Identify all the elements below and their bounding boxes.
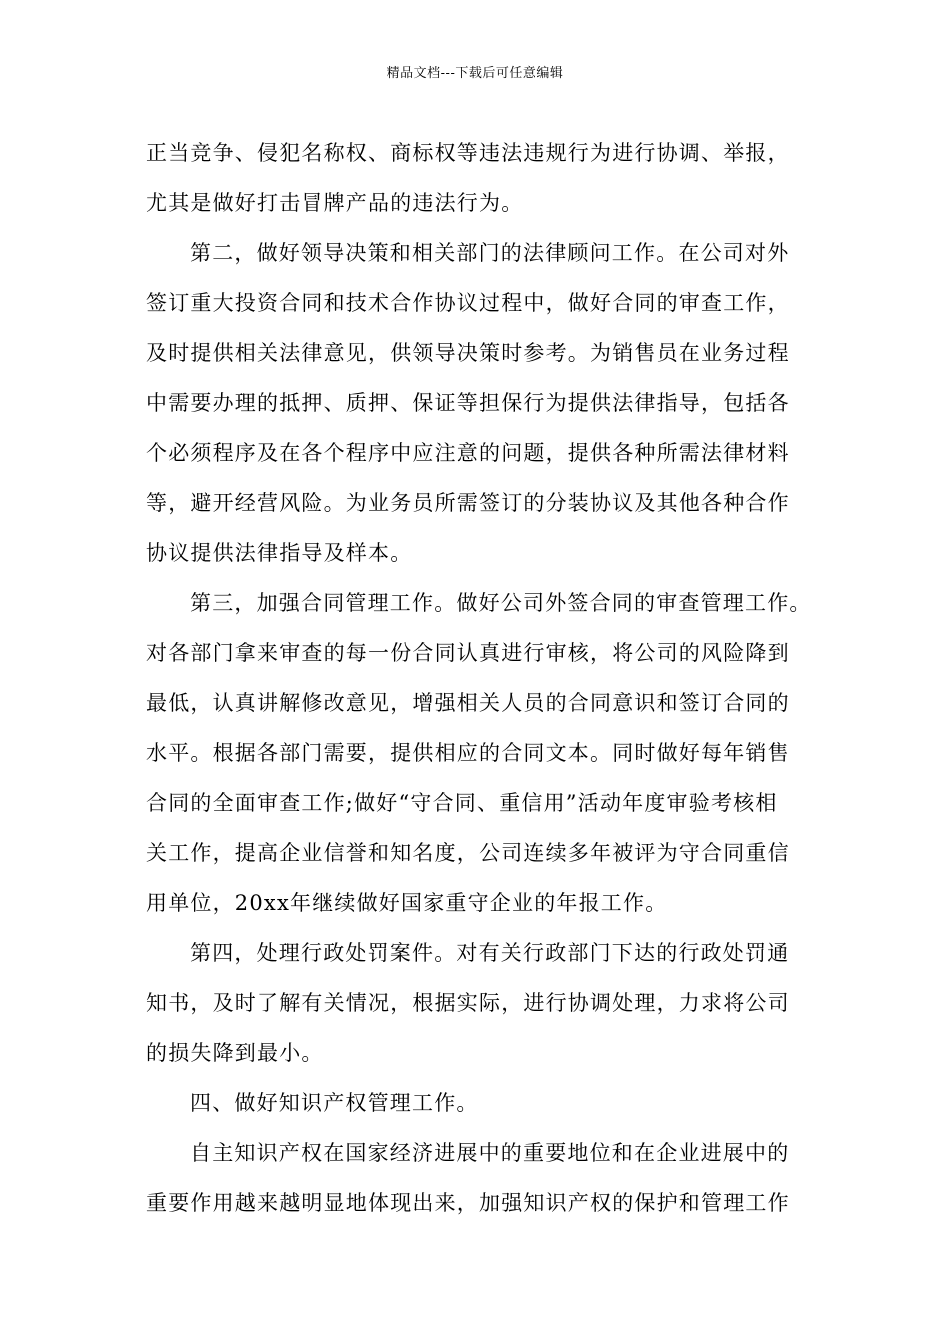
text-line: 对各部门拿来审查的每一份合同认真进行审核，将公司的风险降到: [146, 641, 790, 665]
text-line: 的损失降到最小。: [146, 1041, 324, 1065]
text-line: 协议提供法律指导及样本。: [146, 541, 413, 565]
text-line: 尤其是做好打击冒牌产品的违法行为。: [146, 191, 524, 215]
text-line: 关工作，提高企业信誉和知名度，公司连续多年被评为守合同重信: [146, 841, 790, 865]
text-line: 合同的全面审查工作;做好“守合同、重信用”活动年度审验考核相: [146, 791, 778, 815]
document-body: [146, 128, 826, 1228]
text-line: 自主知识产权在国家经济进展中的重要地位和在企业进展中的: [190, 1141, 790, 1165]
text-line: 四、做好知识产权管理工作。: [190, 1091, 479, 1115]
text-line: 水平。根据各部门需要，提供相应的合同文本。同时做好每年销售: [146, 741, 790, 765]
text-line: 最低，认真讲解修改意见，增强相关人员的合同意识和签订合同的: [146, 691, 790, 715]
text-line: 第二，做好领导决策和相关部门的法律顾问工作。在公司对外: [190, 241, 790, 265]
text-line: 第四，处理行政处罚案件。对有关行政部门下达的行政处罚通: [190, 941, 790, 965]
text-line: 正当竞争、侵犯名称权、商标权等违法违规行为进行协调、举报，: [146, 141, 790, 165]
text-line: 中需要办理的抵押、质押、保证等担保行为提供法律指导，包括各: [146, 391, 790, 415]
text-line: 签订重大投资合同和技术合作协议过程中，做好合同的审查工作，: [146, 291, 790, 315]
text-line: 等，避开经营风险。为业务员所需签订的分装协议及其他各种合作: [146, 491, 790, 515]
text-line: 个必须程序及在各个程序中应注意的问题，提供各种所需法律材料: [146, 441, 790, 465]
text-line: 重要作用越来越明显地体现出来，加强知识产权的保护和管理工作: [146, 1191, 790, 1215]
text-line: 及时提供相关法律意见，供领导决策时参考。为销售员在业务过程: [146, 341, 790, 365]
text-line: 知书，及时了解有关情况，根据实际，进行协调处理，力求将公司: [146, 991, 790, 1015]
text-line: 用单位，20xx年继续做好国家重守企业的年报工作。: [146, 891, 668, 915]
text-line: 第三，加强合同管理工作。做好公司外签合同的审查管理工作。: [190, 591, 812, 615]
page-header: 精品文档---下载后可任意编辑: [386, 66, 564, 81]
